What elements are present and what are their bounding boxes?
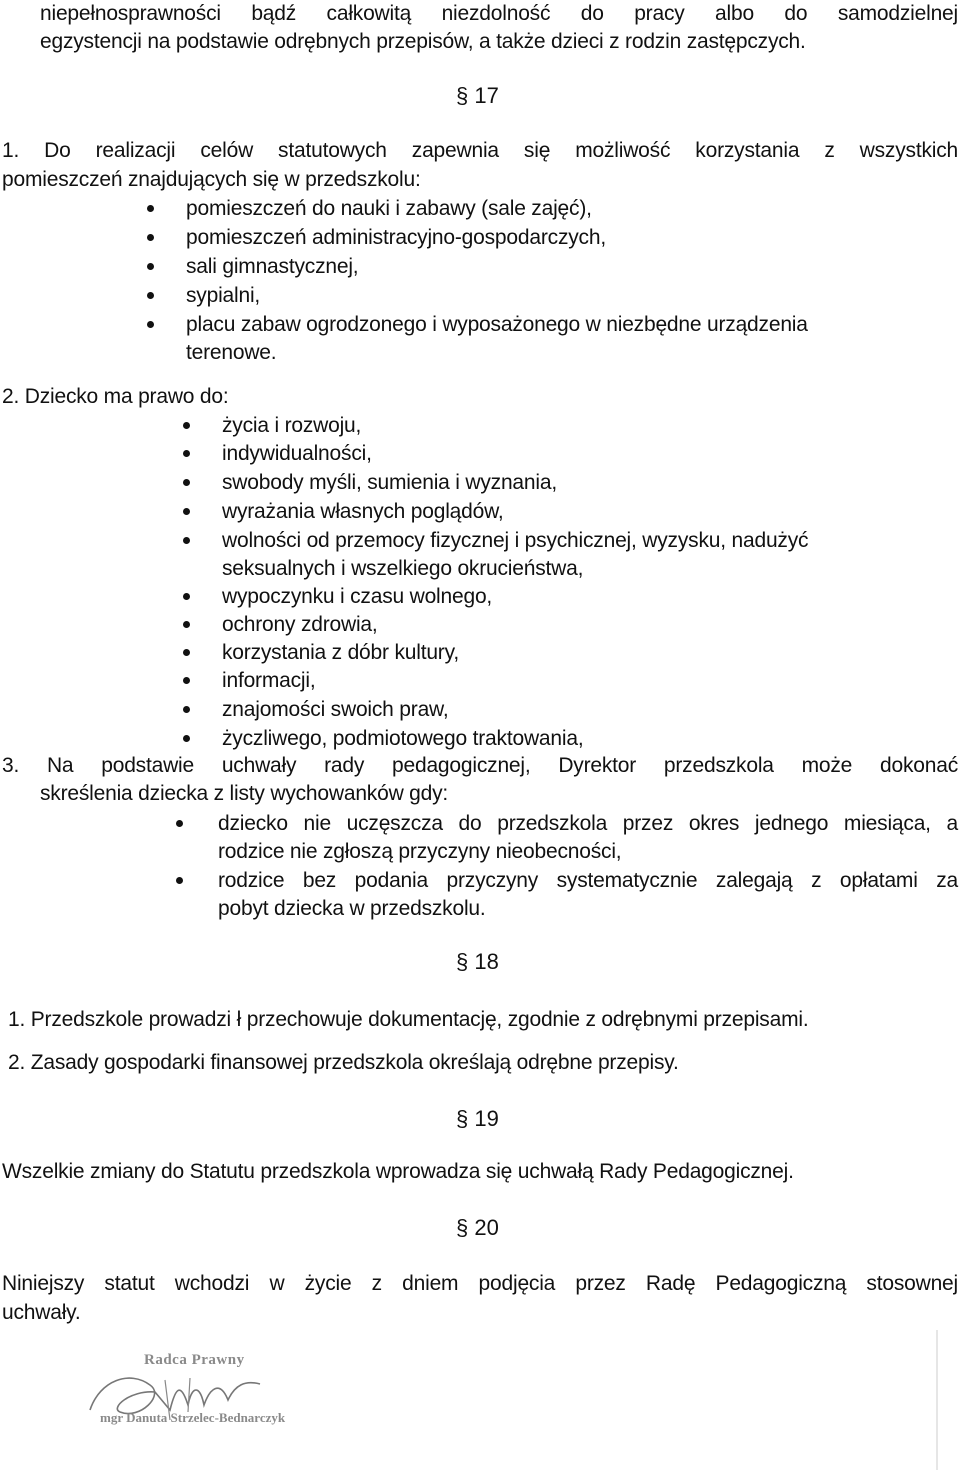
s17-p2-item: indywidualności, [222,442,372,465]
s17-p2-item: informacji, [222,669,316,692]
s20-line-2: uchwały. [2,1301,81,1324]
s17-p3-item-continuation: pobyt dziecka w przedszkolu. [218,897,486,920]
bullet-icon [183,621,190,628]
s17-p3-item: rodzice bez podania przyczyny systematycznie zalegają z opłatami za [218,869,958,892]
bullet-icon [183,649,190,656]
bullet-icon [147,263,154,270]
bullet-icon [183,537,190,544]
bullet-icon [183,508,190,515]
s17-p2-item-continuation: seksualnych i wszelkiego okrucieństwa, [222,557,584,580]
section-18-heading: § 18 [456,949,499,974]
s17-p2-item: swobody myśli, sumienia i wyznania, [222,471,557,494]
s17-p2-item: korzystania z dóbr kultury, [222,641,459,664]
s17-p3-line-1: 3. Na podstawie uchwały rady pedagogicznej, Dyrektor przedszkola może dokonać [2,754,958,777]
bullet-icon [176,820,183,827]
section-17-heading: § 17 [456,83,499,108]
intro-line-2: egzystencji na podstawie odrębnych przepisów, a także dzieci z rodzin zastępczych. [40,30,806,53]
scan-edge [936,1330,938,1470]
bullet-icon [147,234,154,241]
bullet-icon [183,422,190,429]
s17-p2-item: wypoczynku i czasu wolnego, [222,585,493,608]
s20-line-1: Niniejszy statut wchodzi w życie z dniem podjęcia przez Radę Pedagogiczną stosownej [2,1272,958,1295]
section-19-heading: § 19 [456,1106,499,1131]
s17-p2-item: ochrony zdrowia, [222,613,378,636]
s17-p1-item: sali gimnastycznej, [186,255,359,278]
bullet-icon [176,877,183,884]
s17-p2-item: znajomości swoich praw, [222,698,449,721]
s17-p1-item: sypialni, [186,284,261,307]
bullet-icon [183,706,190,713]
s17-p3-item: dziecko nie uczęszcza do przedszkola przez okres jednego miesiąca, a [218,812,958,835]
signature-stamp [60,1330,380,1440]
bullet-icon [183,593,190,600]
s17-p1-item: placu zabaw ogrodzonego i wyposażonego w niezbędne urządzenia [186,313,808,336]
s17-p1-item-continuation: terenowe. [186,341,277,364]
s17-p1-item: pomieszczeń administracyjno-gospodarczych, [186,226,606,249]
bullet-icon [183,450,190,457]
s17-p3-item-continuation: rodzice nie zgłoszą przyczyny nieobecności, [218,840,622,863]
s17-p1-line-1: 1. Do realizacji celów statutowych zapewnia się możliwość korzystania z wszystkich [2,139,958,162]
s17-p3-line-2: skreślenia dziecka z listy wychowanków gdy: [40,782,449,805]
bullet-icon [147,321,154,328]
bullet-icon [147,205,154,212]
s17-p2-item: życzliwego, podmiotowego traktowania, [222,727,584,750]
stamp-title: Radca Prawny [144,1352,245,1368]
s17-p1-line-2: pomieszczeń znajdujących się w przedszkolu: [2,168,421,191]
s17-p2-item: wolności od przemocy fizycznej i psychicznej, wyzysku, nadużyć [222,529,809,552]
s17-p1-item: pomieszczeń do nauki i zabawy (sale zajęć), [186,197,592,220]
bullet-icon [183,677,190,684]
s17-p2-item: wyrażania własnych poglądów, [222,500,504,523]
bullet-icon [183,735,190,742]
bullet-icon [147,292,154,299]
signature-icon [70,1350,370,1440]
s18-item-2: 2. Zasady gospodarki finansowej przedszkola określają odrębne przepisy. [8,1051,679,1074]
stamp-name: mgr Danuta Strzelec-Bednarczyk [100,1410,286,1425]
bullet-icon [183,479,190,486]
intro-line-1: niepełnosprawności bądź całkowitą niezdolność do pracy albo do samodzielnej [40,2,958,25]
s17-p2-item: życia i rozwoju, [222,414,362,437]
s17-p2-lead: 2. Dziecko ma prawo do: [2,385,229,408]
s19-text: Wszelkie zmiany do Statutu przedszkola wprowadza się uchwałą Rady Pedagogicznej. [2,1160,794,1183]
section-20-heading: § 20 [456,1215,499,1240]
s18-item-1: 1. Przedszkole prowadzi ł przechowuje dokumentację, zgodnie z odrębnymi przepisami. [8,1008,809,1031]
